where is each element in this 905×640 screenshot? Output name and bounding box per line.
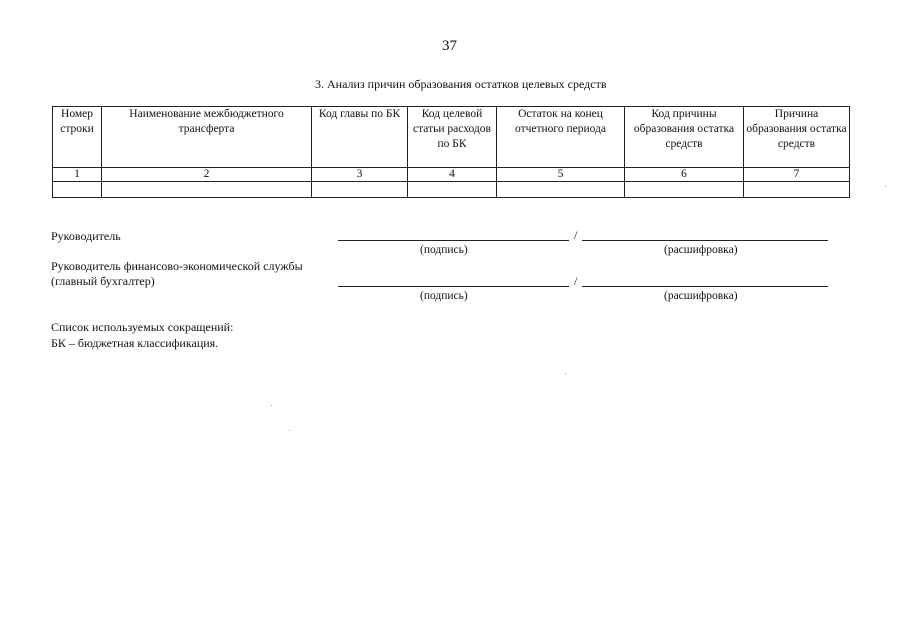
finance-decoding-line[interactable] — [582, 286, 828, 287]
table-cell — [53, 182, 102, 198]
scan-speck — [271, 405, 272, 406]
finance-head-label: Руководитель финансово-экономической службы — [51, 259, 303, 273]
table-cell — [744, 182, 850, 198]
scan-speck — [885, 186, 886, 187]
finance-signature-caption: (подпись) — [420, 290, 468, 302]
column-number: 6 — [625, 168, 744, 182]
table-row — [53, 182, 850, 198]
head-decoding-caption: (расшифровка) — [664, 244, 738, 256]
abbreviations-block — [51, 319, 233, 351]
column-number: 2 — [102, 168, 312, 182]
finance-signature-line[interactable] — [338, 286, 569, 287]
col-header-chapter-code: Код главы по БК — [312, 107, 408, 168]
column-number: 5 — [497, 168, 625, 182]
column-number: 4 — [408, 168, 497, 182]
head-label: Руководитель — [51, 229, 121, 243]
col-header-reason: Причина образования остатка средств — [744, 107, 850, 168]
table-cell — [497, 182, 625, 198]
table-cell — [312, 182, 408, 198]
page-number: 37 — [442, 38, 457, 54]
head-separator: / — [574, 228, 578, 242]
col-header-reason-code: Код причины образования остатка средств — [625, 107, 744, 168]
section-title: 3. Анализ причин образования остатков целевых средств — [315, 77, 607, 91]
chief-accountant-label: (главный бухгалтер) — [51, 274, 155, 288]
finance-decoding-caption: (расшифровка) — [664, 290, 738, 302]
column-number-row — [53, 168, 850, 182]
head-signature-caption: (подпись) — [420, 244, 468, 256]
col-header-target-item-code: Код целевой статьи расходов по БК — [408, 107, 497, 168]
table-cell — [625, 182, 744, 198]
col-header-transfer-name: Наименование межбюджетного трансферта — [102, 107, 312, 168]
scan-speck — [565, 373, 566, 374]
column-number: 7 — [744, 168, 850, 182]
col-header-row-number: Номер строки — [53, 107, 102, 168]
head-decoding-line[interactable] — [582, 240, 828, 241]
table-cell — [408, 182, 497, 198]
table-header-row — [53, 107, 850, 168]
report-table — [52, 106, 850, 198]
column-number: 3 — [312, 168, 408, 182]
abbreviations-title: Список используемых сокращений: — [51, 320, 234, 334]
column-number: 1 — [53, 168, 102, 182]
head-signature-line[interactable] — [338, 240, 569, 241]
abbreviation-item: БК – бюджетная классификация. — [51, 336, 219, 350]
col-header-balance: Остаток на конец отчетного периода — [497, 107, 625, 168]
scan-speck — [289, 430, 290, 431]
table-cell — [102, 182, 312, 198]
finance-separator: / — [574, 274, 578, 288]
